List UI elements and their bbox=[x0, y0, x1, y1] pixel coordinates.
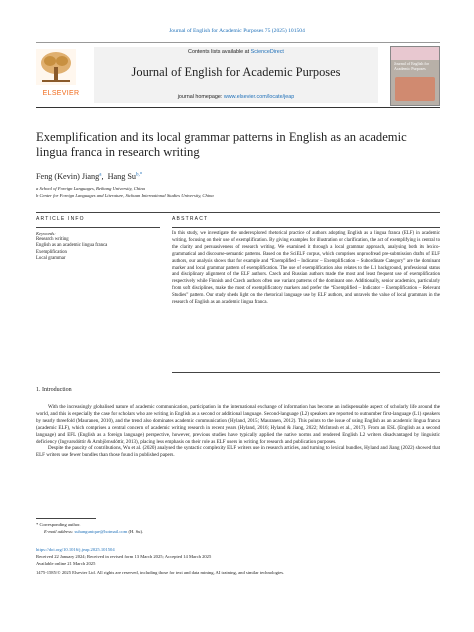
journal-title: Journal of English for Academic Purposes bbox=[131, 65, 341, 79]
doi-link[interactable]: https://doi.org/10.1016/j.jeap.2025.101504 bbox=[36, 547, 115, 552]
journal-masthead bbox=[36, 42, 440, 108]
keyword: Exemplification bbox=[36, 249, 67, 255]
introduction-body bbox=[36, 404, 440, 459]
footnote-divider bbox=[36, 518, 96, 519]
homepage-link[interactable]: www.elsevier.com/locate/jeap bbox=[223, 94, 295, 100]
affiliation: a School of Foreign Languages, Beihang University, China bbox=[36, 186, 145, 191]
sciencedirect-link[interactable]: ScienceDirect bbox=[250, 49, 284, 55]
author-list: Feng (Kevin) Jiang$^a$, Hang $Su^{b,*}$ bbox=[36, 172, 143, 181]
author-name[interactable]: Hang Su bbox=[107, 172, 137, 181]
article-info-heading: ARTICLE INFO bbox=[36, 216, 85, 222]
email-suffix: (H. Su). bbox=[127, 529, 144, 534]
keyword: English as an academic lingua franca bbox=[36, 243, 108, 249]
divider bbox=[172, 227, 440, 228]
tree-logo-icon bbox=[36, 49, 76, 85]
affiliation: b Center for Foreign Languages and Literature, Sichuan International Studies University, China bbox=[36, 192, 214, 198]
homepage-prefix: journal homepage: bbox=[177, 94, 224, 100]
affiliations bbox=[36, 186, 440, 199]
section-heading: 1. Introduction bbox=[36, 387, 72, 393]
divider bbox=[36, 212, 440, 213]
email-link[interactable]: suhangunique@hotmail.com bbox=[74, 529, 128, 534]
journal-reference[interactable]: Journal of English for Academic Purposes 75 (2025) 101504 bbox=[169, 28, 305, 34]
elsevier-logo[interactable] bbox=[36, 49, 86, 101]
homepage-line bbox=[94, 94, 378, 100]
email-line bbox=[44, 529, 143, 535]
keywords-list bbox=[36, 237, 107, 263]
publisher-name: ELSEVIER bbox=[42, 90, 80, 97]
paragraph: Despite the paucity of contributions, Wu et al. (2020) analysed the syntactic complexity ELF writers use in research articles, and turning to lexical bundles, Hyland and Jiang (2022) showed that ELF writers use fewer bundles than those found in published papers. bbox=[36, 445, 440, 459]
divider bbox=[36, 227, 160, 228]
author-name[interactable]: Feng (Kevin) Jiang bbox=[36, 172, 100, 181]
paragraph: With the increasingly globalised nature of academic communication, participation in the international exchange of information has become an indispensable aspect of scholarly life around the world, and this is especially the case for scholars who are writing in English as a second or additional language. Second-language (L2) speakers are reported to outnumber first-language (L1) speakers by nearly threefold (Mauranen, 2010), and the trend also dominates academic communication (Hyland, 2015; Mauranen, 2012). This points to the issue of using English as an academic lingua franca (academic ELF), which comprises a central concern of academic writing research in recent years (Hyland, 2016; Hyland & Jiang, 2022; McIntosh et al., 2017). From an ESL (English as a second language) and EFL (English as a foreign language) perspective, however, previous studies have typically applied the native norms and rendered English L2 writers disadvantaged by linguistic deficiency (Ingvarsdóttir & Arnbjörnsdóttir, 2013), placing less emphasis on their role as ELF users in writing for research and publication purposes. bbox=[36, 404, 440, 445]
received-dates: Received 22 January 2024; Received in revised form 13 March 2025; Accepted 14 March 2025 bbox=[36, 554, 212, 559]
copyright: 1475-1585/© 2025 Elsevier Ltd. All rights are reserved, including those for text and data mining, AI training, and similar technologies. bbox=[36, 570, 285, 575]
journal-info bbox=[94, 47, 378, 103]
keyword: Research writing bbox=[36, 237, 69, 242]
affiliation-marker[interactable]: b,* bbox=[136, 172, 143, 178]
cover-title: Journal of English for Academic Purposes bbox=[394, 61, 429, 71]
contents-prefix: Contents lists available at bbox=[188, 49, 251, 55]
divider bbox=[172, 372, 440, 373]
corresponding-note: * Corresponding author. bbox=[36, 522, 81, 527]
affiliation-marker[interactable]: a bbox=[99, 172, 102, 178]
abstract-text: In this study, we investigate the underexplored rhetorical practice of authors adopting English as a lingua franca (ELF) in academic writing, focusing on their use of exemplification. By giving examples for illustration or clarification, the act of exemplifying is central to the clarity and persuasiveness of research writing. We examined it through a local grammar approach, analysing both its lexico-grammatical and discourse-semantic patterns. Based on the SciELF corpus, which comprises unproofread pre-submission drafts of ELF authors, our analysis shows that for example and “Exemplified – Indicator – Exemplification – Subordinate Category” are the dominant marker and local grammar pattern of exemplification. The use of exemplification also relates to the L1 background, professional status and disciplinary alignment of the ELF authors. Czech and Russian authors made the most and least frequent use of exemplification respectively while Finnish and Czech authors often use variant patterns of the dominant one. Additionally, senior academics, particularly from soft disciplines, make the most of exemplificatory markers and prefer the “Exemplified – Indicator – Exemplification – Relevant Studies” pattern. Our study sheds light on the rhetorical language use by ELF authors, and unravels the value of local grammars in the research of English as an academic lingua franca. bbox=[172, 231, 440, 306]
cover-illustration bbox=[395, 77, 435, 101]
article-title: Exemplification and its local grammar patterns in English as an academic lingua franca in research writing bbox=[36, 130, 407, 159]
cover-band bbox=[391, 47, 439, 60]
abstract-heading: ABSTRACT bbox=[172, 216, 209, 222]
available-online: Available online 21 March 2025 bbox=[36, 561, 96, 566]
contents-line bbox=[94, 49, 378, 55]
keywords-label: Keywords: bbox=[36, 231, 56, 236]
journal-cover-image[interactable] bbox=[390, 46, 440, 106]
email-label: E-mail address: bbox=[44, 529, 75, 534]
keyword: Local grammar bbox=[36, 256, 66, 262]
